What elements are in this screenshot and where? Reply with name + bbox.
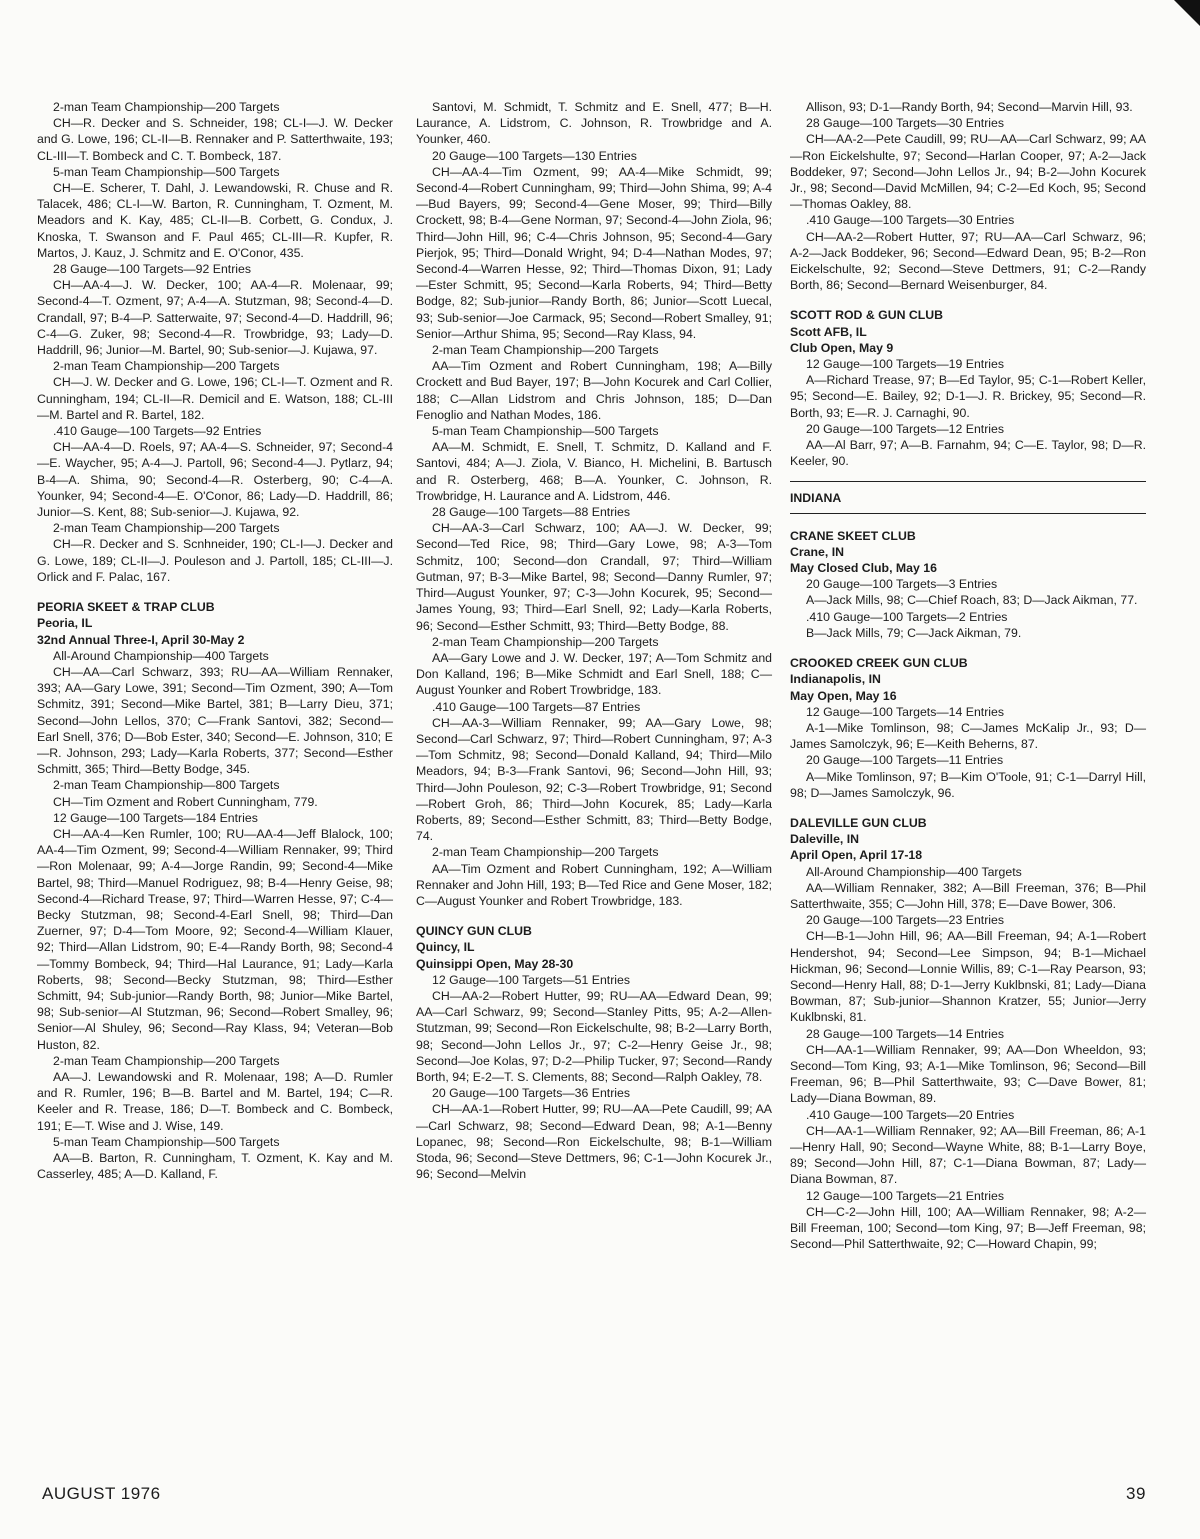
results-paragraph: Santovi, M. Schmidt, T. Schmitz and E. Snell, 477; B—H. Laurance, A. Lidstrom, C. Johnson, R. Trowbridge and A. Younker, 460. [416,100,772,147]
results-paragraph: 2-man Team Championship—800 Targets [53,778,280,793]
results-paragraph: CH—R. Decker and S. Schneider, 198; CL-I—J. W. Decker and G. Lowe, 196; CL-II—B. Rennaker and P. Satterthwaite, 193; CL-III—T. Bombeck and C. T. Bombeck, 187. [37,116,393,163]
results-paragraph: CH—AA-2—Robert Hutter, 99; RU—AA—Edward Dean, 99; AA—Carl Schwarz, 99; Second—Stanley Pitts, 95; A-2—Allen-Stutzman, 99; Second—Ron Eickelschulte, 98; B-2—Larry Borth, 98; Second—John Lellos Jr., 97; C-2—Henry Geise Jr., 98; Second—Joe Kolas, 97; D-2—Philip Tucker, 97; Second—Randy Borth, 94; E-2—T. S. Clements, 88; Second—Ralph Oakley, 78. [416,988,772,1084]
club-club: QUINCY GUN CLUB [416,924,532,939]
results-paragraph: 2-man Team Championship—200 Targets [53,1053,280,1068]
club-event: Club Open, May 9 [790,340,894,355]
results-paragraph: 28 Gauge—100 Targets—30 Entries [806,116,1005,131]
state-heading: INDIANA [790,491,842,506]
results-paragraph: 20 Gauge—100 Targets—36 Entries [432,1086,631,1101]
club-event: Quinsippi Open, May 28-30 [416,956,574,971]
club-city: Daleville, IN [790,832,860,847]
results-paragraph: AA—M. Schmidt, E. Snell, T. Schmitz, D. Kalland and F. Santovi, 484; A—J. Ziola, V. Bianco, H. Michelini, B. Bartusch and R. Osterberg, 468; B—A. Younker, C. Johnson, R. Trowbridge, H. Laurance and A. Lidstrom, 446. [416,440,772,503]
results-paragraph: AA—J. Lewandowski and R. Molenaar, 198; A—D. Rumler and R. Rumler, 196; B—B. Bartel and M. Bartel, 194; C—R. Keeler and R. Trease, 186; D—T. Bombeck and C. Bombeck, 191; E—T. Wise and J. Wise, 149. [37,1069,393,1133]
results-paragraph: 12 Gauge—100 Targets—14 Entries [806,704,1005,719]
results-paragraph: CH—AA-4—Tim Ozment, 99; AA-4—Mike Schmidt, 99; Second-4—Robert Cunningham, 99; Third—John Shima, 99; A-4—Bud Bayers, 99; Second-4—Gene Moser, 99; Third—Billy Crockett, 98; B-4—Gene Norman, 97; Second-4—John Ziola, 96; Third—John Hill, 96; C-4—Chris Johnson, 95; Second-4—Gary Pierjok, 95; Third—Donald Wright, 94; D-4—Nathan Modes, 97; Second-4—Warren Hesse, 92; Third—Thomas Dixon, 91; Lady—Ester Schmitt, 95; Second—Karla Roberts, 94; Third—Betty Bodge, 82; Sub-junior—Randy Borth, 86; Junior—Scott Luecal, 93; Sub-senior—Joe Carmack, 95; Second—Robert Smalley, 91; Senior—Arthur Shima, 95; Second—Ray Klass, 94. [416,164,772,341]
results-paragraph: A—Mike Tomlinson, 97; B—Kim O'Toole, 91; C-1—Darryl Hill, 98; D—James Samolczyk, 96. [790,769,1146,800]
club-club: SCOTT ROD & GUN CLUB [790,308,944,323]
column-3 [790,99,1146,1252]
column-2 [416,99,772,1182]
results-paragraph: 28 Gauge—100 Targets—14 Entries [806,1026,1005,1041]
state-divider [790,481,1146,482]
results-paragraph: 20 Gauge—100 Targets—23 Entries [806,913,1005,928]
results-paragraph: CH—Tim Ozment and Robert Cunningham, 779. [53,794,318,809]
results-paragraph: CH—AA-3—William Rennaker, 99; AA—Gary Lowe, 98; Second—Carl Schwarz, 97; Third—Robert Cunningham, 97; A-3—Tom Schmitz, 98; Second—Donald Kalland, 94; Third—Milo Meadors, 94; B-3—Frank Santovi, 96; Second—John Hill, 93; Third—John Pouleson, 92; C-3—Robert Trowbridge, 91; Second—Robert Groh, 86; Third—John Kocurek, 85; Lady—Karla Roberts, 89; Second—Esther Schmitt, 83; Third—Betty Bodge, 74. [416,715,772,844]
results-paragraph: AA—Tim Ozment and Robert Cunningham, 192; A—William Rennaker and John Hill, 193; B—Ted Rice and Gene Moser, 182; C—August Younker and Robert Trowbridge, 183. [416,861,772,908]
results-paragraph: AA—Al Barr, 97; A—B. Farnahm, 94; C—E. Taylor, 98; D—R. Keeler, 90. [790,438,1146,469]
club-event: May Open, May 16 [790,688,897,703]
club-heading [416,923,772,972]
results-paragraph: CH—AA-4—Ken Rumler, 100; RU—AA-4—Jeff Blalock, 100; AA-4—Tim Ozment, 99; Second-4—William Rennaker, 99; Third—Ron Molenaar, 99; A-4—Jorge Randin, 99; Second-4—Mike Bartel, 98; Third—Manuel Rodriguez, 98; B-4—Henry Geise, 98; Second-4—Richard Trease, 97; Third—Warren Hesse, 97; C-4—Becky Stutzman, 98; Second-4-Earl Snell, 98; Third—Dan Zuerner, 97; D-4—Tom Moore, 92; Second-4—William Klauer, 92; Third—Allan Lidstrom, 90; E-4—Randy Borth, 98; Second-4—Tommy Bombeck, 94; Third—Hal Laurance, 91; Lady—Karla Roberts, 98; Second—Becky Stutzman, 98; Third—Esther Schmitt, 94; Sub-junior—Randy Borth, 98; Junior—Mike Bartel, 98; Sub-senior—Al Stutzman, 96; Second—Robert Smalley, 96; Senior—Al Shuley, 96; Second—Ray Klass, 94; Veteran—Bob Huston, 82. [37,826,393,1052]
results-paragraph: 28 Gauge—100 Targets—92 Entries [53,262,252,277]
results-paragraph: CH—AA-3—Carl Schwarz, 100; AA—J. W. Decker, 99; Second—Ted Rice, 98; Third—Gary Lowe, 98; A-3—Tom Schmitz, 100; Second—don Crandall, 97; Third—William Gutman, 97; B-3—Mike Bartel, 98; Second—Danny Rumler, 97; Third—August Younker, 97; C-3—John Kocurek, 95; Second—James Young, 93; Third—Earl Snell, 92; Lady—Karla Roberts, 96; Second—Esther Schmitt, 93; Third—Betty Bodge, 88. [416,521,772,633]
club-club: DALEVILLE GUN CLUB [790,815,927,830]
club-event: May Closed Club, May 16 [790,561,937,576]
results-paragraph: CH—C-2—John Hill, 100; AA—William Rennaker, 98; A-2—Bill Freeman, 100; Second—tom King, 97; B—Jeff Freeman, 98; Second—Phil Satterthwaite, 92; C—Howard Chapin, 99; [790,1204,1146,1252]
results-paragraph: CH—AA-2—Pete Caudill, 99; RU—AA—Carl Schwarz, 99; AA—Ron Eickelshulte, 97; Second—Harlan Cooper, 97; A-2—Jack Boddeker, 97; Second—John Lellos Jr., 94; B-2—John Kocurek Jr., 98; Second—David McMillen, 94; C-2—Ed Koch, 95; Second—Thomas Oakley, 88. [790,132,1146,212]
results-paragraph: 2-man Team Championship—200 Targets [432,634,659,649]
results-paragraph: 2-man Team Championship—200 Targets [432,343,659,358]
results-paragraph: A—Jack Mills, 98; C—Chief Roach, 83; D—Jack Aikman, 77. [806,593,1138,608]
results-paragraph: .410 Gauge—100 Targets—2 Entries [806,609,1008,624]
results-paragraph: CH—AA-4—D. Roels, 97; AA-4—S. Schneider, 97; Second-4—E. Waycher, 95; A-4—J. Partoll, 96; Second-4—J. Pytlarz, 94; B-4—A. Shima, 90; Second-4—R. Osterberg, 90; C-4—A. Younker, 94; Second-4—E. O'Conor, 86; Lady—D. Haddrill, 86; Junior—S. Kent, 88; Sub-senior—J. Kujawa, 92. [37,440,393,520]
page-number: 39 [1126,1484,1146,1503]
results-paragraph: 5-man Team Championship—500 Targets [53,164,280,179]
club-city: Crane, IN [790,544,844,559]
results-paragraph: AA—William Rennaker, 382; A—Bill Freeman, 376; B—Phil Satterthwaite, 355; C—John Hill, 378; E—Dave Bower, 306. [790,880,1146,911]
results-paragraph: .410 Gauge—100 Targets—92 Entries [53,424,262,439]
results-paragraph: 20 Gauge—100 Targets—130 Entries [432,148,637,163]
club-club: PEORIA SKEET & TRAP CLUB [37,600,215,615]
club-city: Indianapolis, IN [790,672,881,687]
results-paragraph: A—Richard Trease, 97; B—Ed Taylor, 95; C-1—Robert Keller, 95; Second—E. Bailey, 92; D-1—J. R. Brickey, 95; Second—R. Borth, 93; E—R. J. Carnaghi, 90. [790,373,1146,420]
results-paragraph: CH—B-1—John Hill, 96; AA—Bill Freeman, 94; A-1—Robert Hendershot, 94; Second—Lee Simpson, 94; B-1—Michael Hickman, 96; Second—Lonnie Willis, 89; C-1—Ray Pearson, 93; Second—Henry Hall, 88; D-1—Jerry Kuklbnski, 81; Lady—Diana Bowman, 87; Sub-junior—Shannon Kratzer, 55; Junior—Jerry Kuklbnski, 81. [790,929,1146,1025]
results-paragraph: CH—AA-1—Robert Hutter, 99; RU—AA—Pete Caudill, 99; AA—Carl Schwarz, 98; Second—Edward Dean, 98; A-1—Benny Lopanec, 98; Second—Ron Eickelschulte, 98; B-1—William Stoda, 96; Second—Steve Dettmers, 96; C-1—John Kocurek Jr., 96; Second—Melvin [416,1102,772,1182]
results-paragraph: All-Around Championship—400 Targets [53,648,269,663]
results-paragraph: CH—AA-1—William Rennaker, 92; AA—Bill Freeman, 86; A-1—Henry Hall, 90; Second—Wayne White, 88; B-1—Larry Boye, 89; Second—John Hill, 87; C-1—Diana Bowman, 87; Lady—Diana Bowman, 87. [790,1123,1146,1187]
results-paragraph: CH—R. Decker and S. Scnhneider, 190; CL-I—J. Decker and G. Lowe, 189; CL-II—J. Pouleson and J. Partoll, 185; CL-III—J. Orlick and F. Palac, 167. [37,537,393,584]
results-paragraph: 12 Gauge—100 Targets—51 Entries [432,972,631,987]
results-paragraph: 20 Gauge—100 Targets—12 Entries [806,421,1005,436]
club-event: April Open, April 17-18 [790,848,923,863]
results-paragraph: 5-man Team Championship—500 Targets [432,424,659,439]
results-paragraph: 12 Gauge—100 Targets—184 Entries [53,810,258,825]
results-paragraph: All-Around Championship—400 Targets [806,864,1022,879]
footer-date: AUGUST 1976 [42,1484,161,1503]
state-divider [790,513,1146,514]
results-paragraph: 2-man Team Championship—200 Targets [432,845,659,860]
results-paragraph: 2-man Team Championship—200 Targets [53,100,280,114]
results-paragraph: CH—AA-1—William Rennaker, 99; AA—Don Wheeldon, 93; Second—Tom King, 93; A-1—Mike Tomlinson, 96; Second—Bill Freeman, 96; B—Phil Satterthwaite, 93; C—Dave Bower, 81; Lady—Diana Bowman, 89. [790,1042,1146,1106]
results-paragraph: 2-man Team Championship—200 Targets [53,521,280,536]
results-paragraph: Allison, 93; D-1—Randy Borth, 94; Second—Marvin Hill, 93. [806,100,1133,114]
results-paragraph: CH—J. W. Decker and G. Lowe, 196; CL-I—T. Ozment and R. Cunningham, 194; CL-II—R. Demicil and E. Watson, 188; CL-III—M. Bartel and R. Bartel, 182. [37,375,393,422]
results-paragraph: A-1—Mike Tomlinson, 98; C—James McKalip Jr., 93; D—James Samolczyk, 96; E—Keith Beherns, 87. [790,720,1146,752]
results-paragraph: B—Jack Mills, 79; C—Jack Aikman, 79. [806,625,1022,640]
club-event: 32nd Annual Three-I, April 30-May 2 [37,632,245,647]
results-paragraph: 28 Gauge—100 Targets—88 Entries [432,505,631,520]
club-heading [37,599,393,648]
results-paragraph: 12 Gauge—100 Targets—19 Entries [806,357,1005,372]
results-paragraph: 20 Gauge—100 Targets—11 Entries [806,753,1004,768]
club-heading [790,655,1146,704]
results-paragraph: CH—E. Scherer, T. Dahl, J. Lewandowski, R. Chuse and R. Talacek, 486; CL-I—W. Barton, R. Cunningham, T. Ozment, M. Meadors and K. Kay, 485; CL-II—B. Corbett, G. Condux, J. Knoska, T. Swanson and F. Paul 465; CL-III—R. Kupfer, R. Martos, J. Kauz, J. Schmitz and E. O'Conor, 435. [37,181,393,260]
club-city: Quincy, IL [416,940,475,955]
results-paragraph: .410 Gauge—100 Targets—87 Entries [432,699,641,714]
results-paragraph: .410 Gauge—100 Targets—30 Entries [806,213,1015,228]
results-paragraph: AA—Gary Lowe and J. W. Decker, 197; A—Tom Schmitz and Don Kalland, 196; B—Mike Schmidt and Earl Snell, 188; C—August Younker and Robert Trowbridge, 183. [416,650,772,698]
results-paragraph: CH—AA-2—Robert Hutter, 97; RU—AA—Carl Schwarz, 96; A-2—Jack Boddeker, 96; Second—Edward Dean, 95; B-2—Ron Eickelschulte, 92; Second—Steve Dettmers, 91; C-2—Randy Borth, 86; Second—Bernard Weisenburger, 84. [790,229,1146,293]
results-paragraph: AA—Tim Ozment and Robert Cunningham, 198; A—Billy Crockett and Bud Bayer, 197; B—John Kocurek and Carl Collier, 188; C—Allan Lidstrom and Chris Johnson, 185; D—Dan Fenoglio and Nathan Modes, 186. [416,359,772,422]
results-paragraph: 2-man Team Championship—200 Targets [53,359,280,374]
results-paragraph: 12 Gauge—100 Targets—21 Entries [806,1188,1005,1203]
page-corner-mark [1174,0,1200,26]
club-heading [790,528,1146,577]
results-paragraph: CH—AA—Carl Schwarz, 393; RU—AA—William Rennaker, 393; AA—Gary Lowe, 391; Second—Tim Ozment, 390; A—Tom Schmitz, 391; Second—Mike Bartel, 381; B—Larry Dieu, 371; Second—John Lellos, 370; C—Frank Santovi, 382; Second—Earl Snell, 376; D—Bob Ester, 340; Second—E. Johnson, 310; E—R. Johnson, 293; Lady—Karla Roberts, 377; Second—Esther Schmitt, 365; Third—Betty Bodge, 345. [37,664,393,777]
column-1 [37,99,393,1182]
club-club: CROOKED CREEK GUN CLUB [790,656,968,671]
club-heading [790,815,1146,864]
results-paragraph: 5-man Team Championship—500 Targets [53,1134,280,1149]
results-paragraph: .410 Gauge—100 Targets—20 Entries [806,1107,1015,1122]
results-paragraph: AA—B. Barton, R. Cunningham, T. Ozment, K. Kay and M. Casserley, 485; A—D. Kalland, F. [37,1151,393,1182]
club-club: CRANE SKEET CLUB [790,528,916,543]
results-paragraph: 20 Gauge—100 Targets—3 Entries [806,577,998,592]
club-heading [790,307,1146,356]
results-paragraph: CH—AA-4—J. W. Decker, 100; AA-4—R. Molenaar, 99; Second-4—T. Ozment, 97; A-4—A. Stutzman, 98; Second-4—D. Crandall, 97; B-4—P. Satterwaite, 97; Second-4—D. Haddrill, 96; C-4—G. Zuker, 98; Second-4—R. Trowbridge, 93; Lady—D. Haddrill, 96; Junior—M. Bartel, 90; Sub-senior—J. Kujawa, 97. [37,278,393,358]
club-city: Scott AFB, IL [790,324,867,339]
club-city: Peoria, IL [37,616,93,631]
